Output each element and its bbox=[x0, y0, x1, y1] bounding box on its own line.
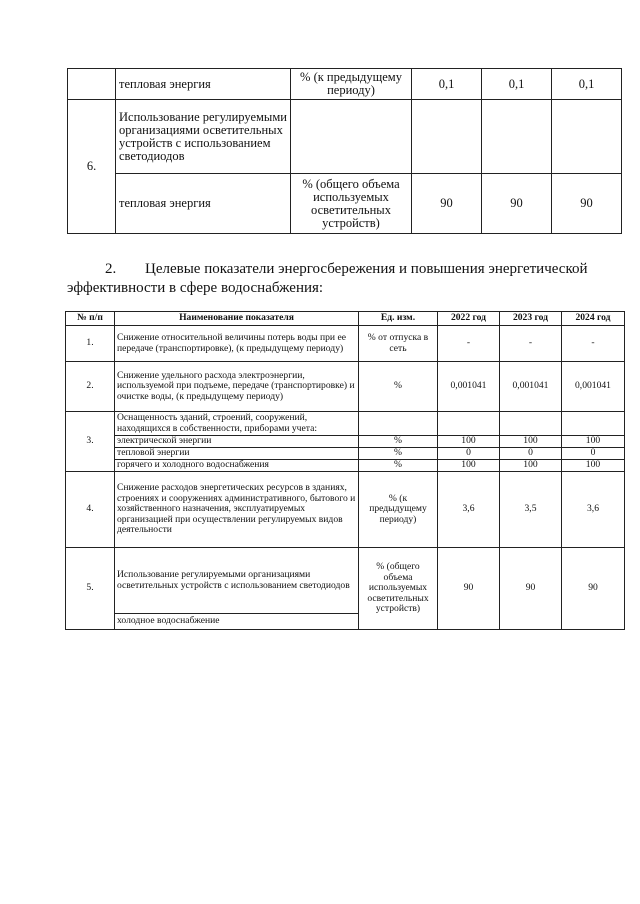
value-2024: 0 bbox=[562, 448, 625, 460]
value-2022: 100 bbox=[438, 460, 500, 472]
value-2024: 0,001041 bbox=[562, 362, 625, 412]
section-number: 2. bbox=[105, 261, 117, 277]
row-name: тепловая энергия bbox=[116, 174, 291, 234]
value-2023: 90 bbox=[500, 548, 562, 630]
row-name: Снижение относительной величины потерь воды при ее передаче (транспортировке), (к предыдущему периоду) bbox=[115, 326, 359, 362]
table-header-row bbox=[66, 312, 625, 326]
value-2024: 3,6 bbox=[562, 472, 625, 548]
value-2024: 100 bbox=[562, 460, 625, 472]
value-2024: - bbox=[562, 326, 625, 362]
table-row bbox=[66, 326, 625, 362]
row-number: 6. bbox=[68, 100, 116, 234]
value-2023: 100 bbox=[500, 460, 562, 472]
header-2024: 2024 год bbox=[562, 312, 625, 326]
header-name: Наименование показателя bbox=[115, 312, 359, 326]
value-2023: 90 bbox=[482, 174, 552, 234]
value-2023: 0 bbox=[500, 448, 562, 460]
section-heading bbox=[67, 260, 623, 298]
value-2022: 0 bbox=[438, 448, 500, 460]
header-num: № п/п bbox=[66, 312, 115, 326]
value-2022: - bbox=[438, 326, 500, 362]
table-row bbox=[66, 436, 625, 448]
top-table bbox=[67, 68, 622, 234]
value-2022: 0,1 bbox=[412, 69, 482, 100]
table-row bbox=[68, 69, 622, 100]
header-2023: 2023 год bbox=[500, 312, 562, 326]
section-title: Целевые показатели энергосбережения и повышения энергетической эффективности в сфере водоснабжения: bbox=[67, 261, 588, 296]
value-2023: 0,001041 bbox=[500, 362, 562, 412]
row-number: 2. bbox=[66, 362, 115, 412]
sub-row-name: холодное водоснабжение bbox=[115, 614, 359, 630]
sub-row-name: тепловой энергии bbox=[115, 448, 359, 460]
header-2022: 2022 год bbox=[438, 312, 500, 326]
table-row bbox=[66, 460, 625, 472]
value-2024: 90 bbox=[552, 174, 622, 234]
row-unit: % (общего объема используемых осветительных устройств) bbox=[291, 174, 412, 234]
table-row bbox=[66, 448, 625, 460]
row-number: 4. bbox=[66, 472, 115, 548]
row-name: Использование регулируемыми организациями осветительных устройств с использованием светодиодов bbox=[115, 548, 359, 614]
value-2023: 3,5 bbox=[500, 472, 562, 548]
table-row bbox=[66, 548, 625, 614]
indicators-table bbox=[65, 311, 625, 630]
value-2024: 0,1 bbox=[552, 69, 622, 100]
value-2022: 0,001041 bbox=[438, 362, 500, 412]
row-name: Использование регулируемыми организациями осветительных устройств с использованием светодиодов bbox=[116, 100, 291, 174]
row-number: 5. bbox=[66, 548, 115, 630]
row-name: Снижение удельного расхода электроэнергии, используемой при подъеме, передаче (транспортировке) и очистке воды, (к предыдущему периоду) bbox=[115, 362, 359, 412]
value-2023: 0,1 bbox=[482, 69, 552, 100]
row-unit: % (к предыдущему периоду) bbox=[291, 69, 412, 100]
row-unit: % (общего объема используемых осветительных устройств) bbox=[359, 548, 438, 630]
row-name: тепловая энергия bbox=[116, 69, 291, 100]
value-2022: 3,6 bbox=[438, 472, 500, 548]
table-row bbox=[68, 100, 622, 174]
row-name: Снижение расходов энергетических ресурсов в зданиях, строениях и сооружениях административного, бытового и хозяйственного назначения, эксплуатируемых организацией при осуществлении регулируемых видов деятельности bbox=[115, 472, 359, 548]
table-row bbox=[66, 412, 625, 436]
sub-row-name: горячего и холодного водоснабжения bbox=[115, 460, 359, 472]
value-2023: - bbox=[500, 326, 562, 362]
header-unit: Ед. изм. bbox=[359, 312, 438, 326]
row-unit: % bbox=[359, 436, 438, 448]
row-unit: % bbox=[359, 460, 438, 472]
value-2022: 90 bbox=[438, 548, 500, 630]
row-name: Оснащенность зданий, строений, сооружений, находящихся в собственности, приборами учета: bbox=[115, 412, 359, 436]
sub-row-name: электрической энергии bbox=[115, 436, 359, 448]
value-2024: 100 bbox=[562, 436, 625, 448]
value-2023: 100 bbox=[500, 436, 562, 448]
table-row bbox=[66, 472, 625, 548]
row-unit: % bbox=[359, 448, 438, 460]
value-2024: 90 bbox=[562, 548, 625, 630]
row-unit: % (к предыдущему периоду) bbox=[359, 472, 438, 548]
row-number: 3. bbox=[66, 412, 115, 472]
row-number: 1. bbox=[66, 326, 115, 362]
row-unit: % от отпуска в сеть bbox=[359, 326, 438, 362]
row-unit: % bbox=[359, 362, 438, 412]
value-2022: 90 bbox=[412, 174, 482, 234]
table-row bbox=[68, 174, 622, 234]
value-2022: 100 bbox=[438, 436, 500, 448]
table-row bbox=[66, 362, 625, 412]
